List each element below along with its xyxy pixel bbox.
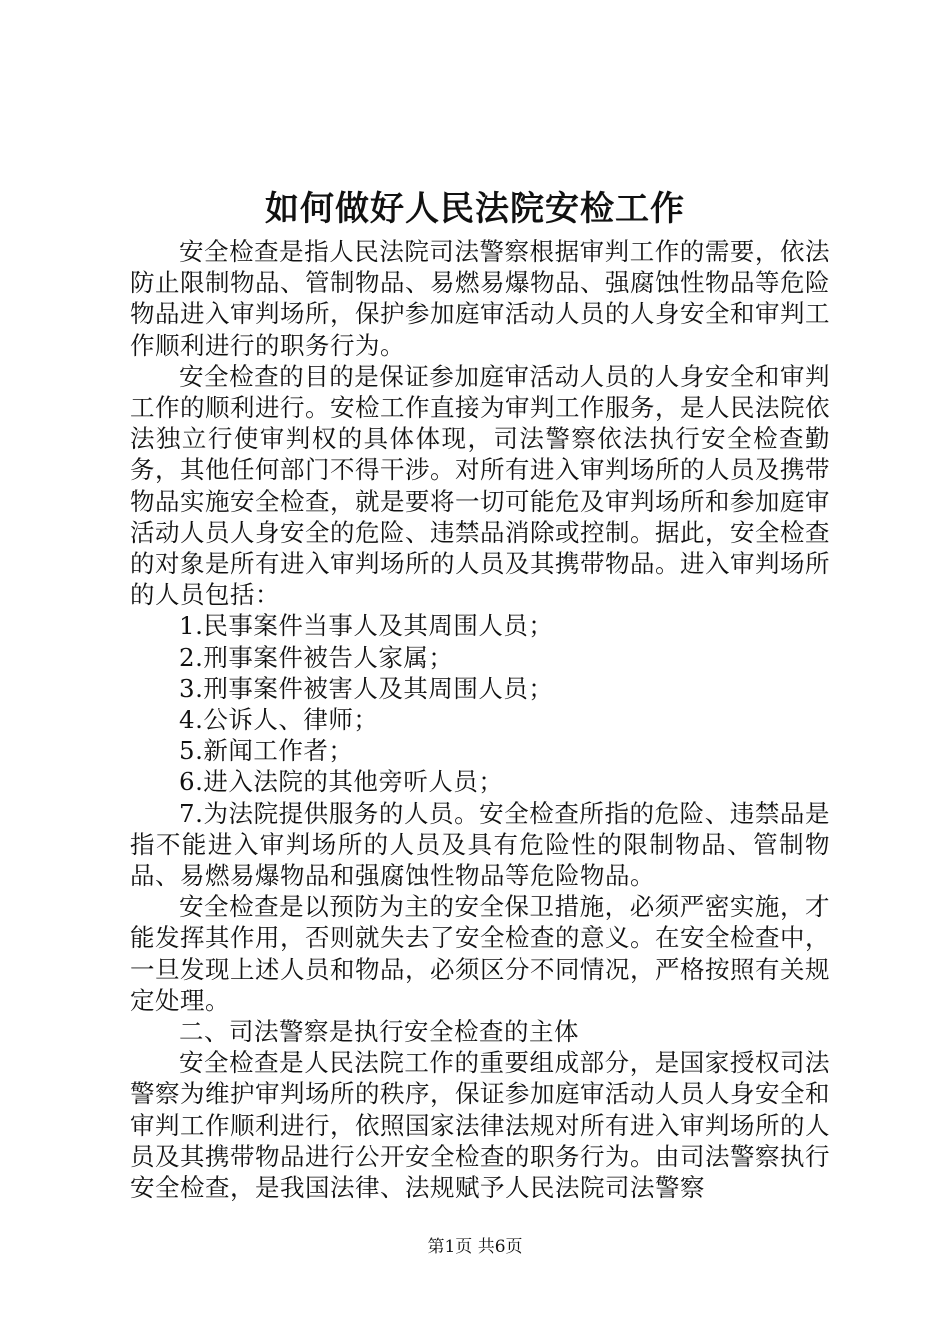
list-item: 6.进入法院的其他旁听人员； — [179, 767, 504, 797]
list-item: 2.刑事案件被告人家属； — [179, 642, 454, 672]
paragraph: 安全检查的目的是保证参加庭审活动人员的人身安全和审判工作的顺利进行。安检工作直接为审判工作服务，是人民法院依法独立行使审判权的具体体现，司法警察依法执行安全检查勤务，其他任何部门不得干涉。对所有进入审判场所的人员及携带物品实施安全检查，就是要将一切可能危及审判场所和参加庭审活动人员人身安全的危险、违禁品消除或控制。据此，安全检查的对象是所有进入审判场所的人员及其携带物品。进入审判场所的人员包括： — [130, 361, 830, 610]
page-footer: 第1页 共6页 — [427, 1237, 523, 1257]
list-item: 3.刑事案件被害人及其周围人员； — [179, 673, 554, 703]
paragraph: 安全检查是以预防为主的安全保卫措施，必须严密实施，才能发挥其作用，否则就失去了安全检查的意义。在安全检查中，一旦发现上述人员和物品，必须区分不同情况，严格按照有关规定处理。 — [130, 892, 830, 1015]
paragraph: 安全检查是指人民法院司法警察根据审判工作的需要，依法防止限制物品、管制物品、易燃易爆物品、强腐蚀性物品等危险物品进入审判场所，保护参加庭审活动人员的人身安全和审判工作顺利进行的职务行为。 — [130, 237, 830, 360]
section-heading: 二、司法警察是执行安全检查的主体 — [179, 1017, 579, 1047]
list-item: 5.新闻工作者； — [179, 736, 354, 766]
list-item: 7.为法院提供服务的人员。安全检查所指的危险、违禁品是指不能进入审判场所的人员及具有危险性的限制物品、管制物品、易燃易爆物品和强腐蚀性物品等危险物品。 — [130, 798, 830, 891]
document-title: 如何做好人民法院安检工作 — [265, 189, 685, 229]
paragraph: 安全检查是人民法院工作的重要组成部分，是国家授权司法警察为维护审判场所的秩序，保证参加庭审活动人员人身安全和审判工作顺利进行，依照国家法律法规对所有进入审判场所的人员及其携带物品进行公开安全检查的职务行为。由司法警察执行安全检查，是我国法律、法规赋予人民法院司法警察 — [130, 1048, 830, 1203]
list-item: 1.民事案件当事人及其周围人员； — [179, 611, 554, 641]
list-item: 4.公诉人、律师； — [179, 705, 379, 735]
document-body — [130, 236, 830, 1203]
